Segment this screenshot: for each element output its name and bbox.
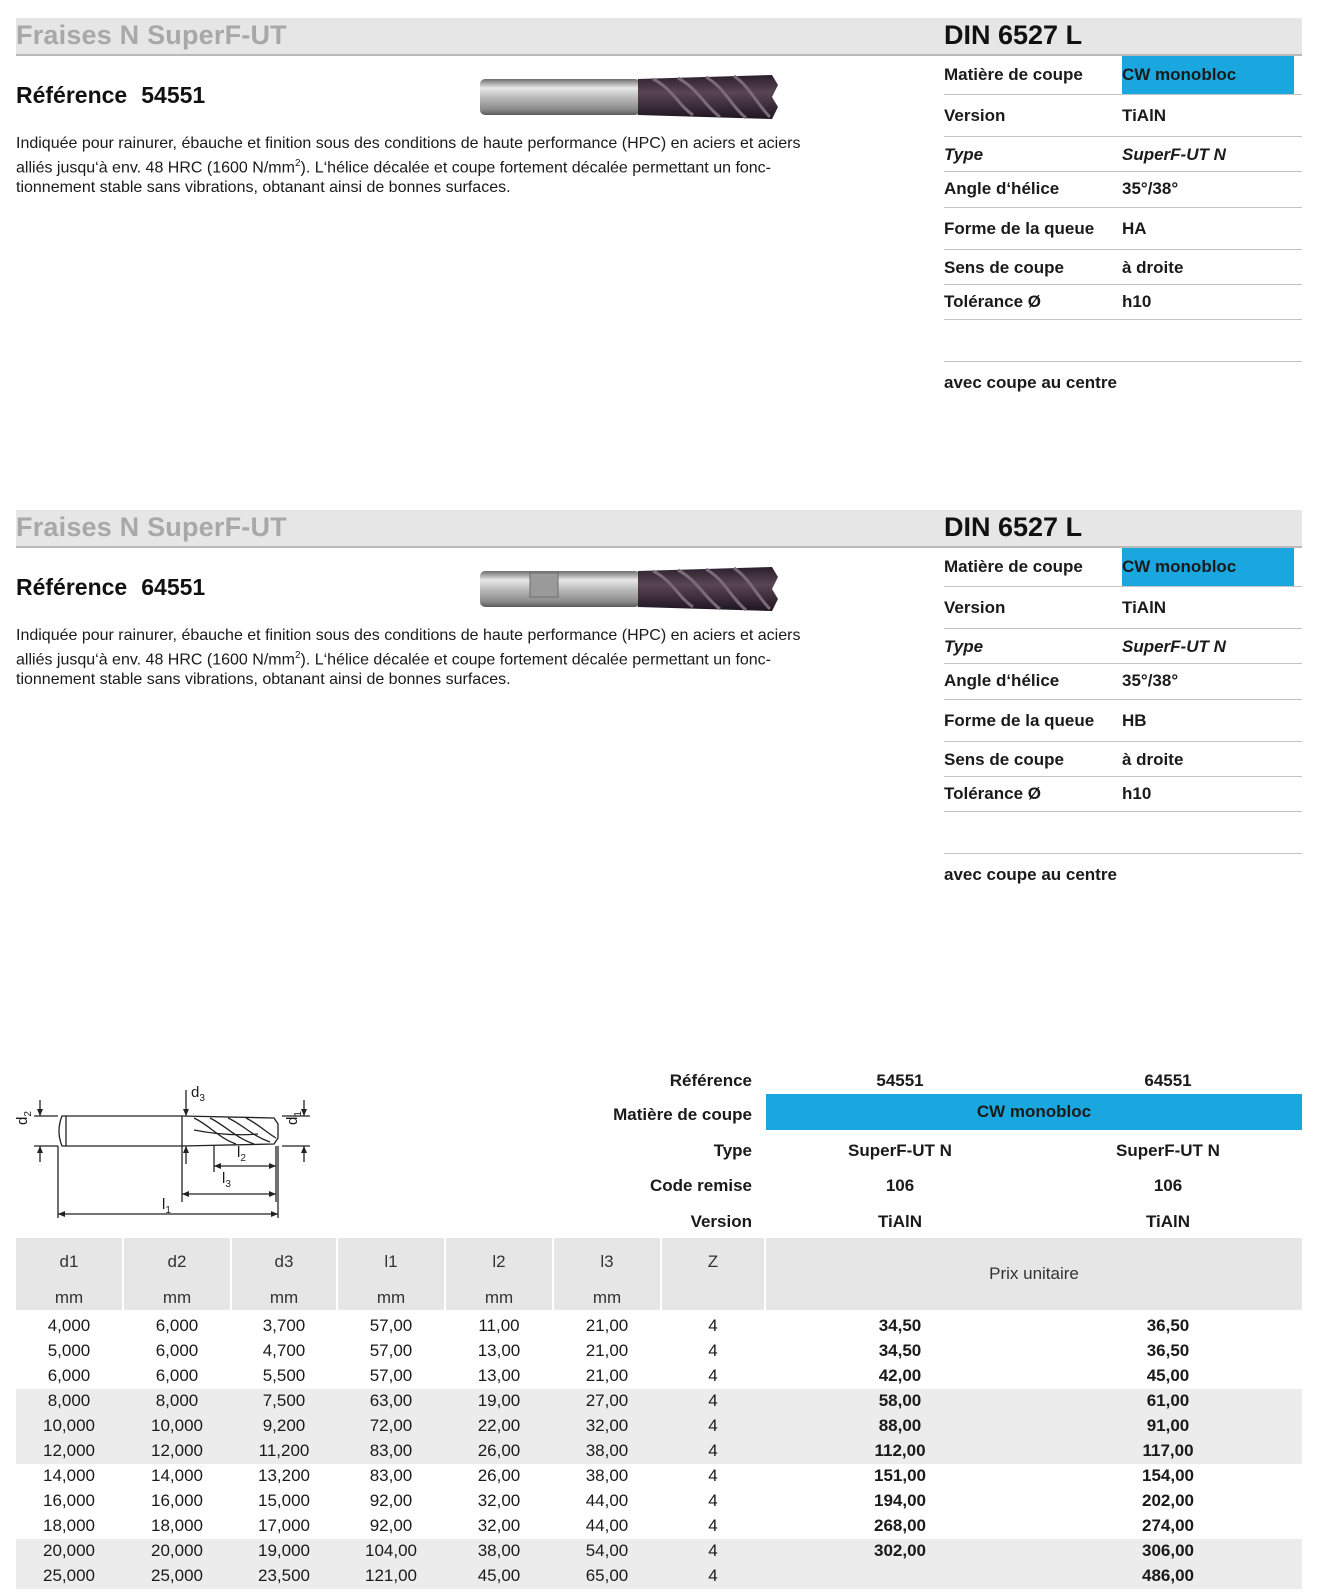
product-description	[16, 134, 896, 198]
cell-d2: 6,000	[155, 1341, 199, 1360]
label-d3	[191, 1084, 205, 1104]
cell-l1: 92,00	[369, 1491, 413, 1510]
table-row	[16, 1389, 1302, 1414]
spec-row-version	[944, 94, 1302, 137]
spec-row-helix	[944, 171, 1302, 208]
col-header-d1	[16, 1238, 122, 1310]
cell-d3: 13,200	[258, 1466, 310, 1485]
spec-row-type	[944, 628, 1302, 664]
spec-label: Version	[944, 106, 1006, 125]
cell-l2: 13,00	[477, 1366, 521, 1385]
center-cut-note: avec coupe au centre	[944, 373, 1117, 392]
description-line	[16, 154, 896, 178]
cell-z: 4	[708, 1541, 718, 1560]
spec-value: 35°/38°	[1122, 179, 1179, 198]
spec-row-shank	[944, 699, 1302, 742]
price-54551: 34,50	[878, 1316, 922, 1335]
cell-d1: 16,000	[43, 1491, 95, 1510]
cell-l3: 21,00	[585, 1316, 629, 1335]
product-block-54551	[0, 18, 1323, 438]
cell-l3: 54,00	[585, 1541, 629, 1560]
reference-heading	[16, 574, 205, 601]
product-header	[16, 18, 1302, 56]
cell-d2: 6,000	[155, 1316, 199, 1335]
header-name: Prix unitaire	[989, 1264, 1079, 1283]
product-title: Fraises N SuperF-UT	[16, 512, 287, 542]
dim-sub: 1	[165, 1205, 171, 1216]
cell-d3: 19,000	[258, 1541, 310, 1560]
cell-l2: 45,00	[477, 1566, 521, 1585]
cell-l1: 57,00	[369, 1316, 413, 1335]
dim-sub: 3	[225, 1179, 231, 1190]
spec-row-version	[944, 586, 1302, 629]
price-54551: 112,00	[874, 1441, 926, 1460]
label-l3	[222, 1170, 231, 1190]
table-row	[16, 1514, 1302, 1539]
cell-d3: 4,700	[262, 1341, 306, 1360]
cell-l1: 57,00	[369, 1366, 413, 1385]
summary-matiere-value: CW monobloc	[976, 1102, 1092, 1121]
cell-d1: 14,000	[43, 1466, 95, 1485]
spec-value: TiAlN	[1122, 106, 1167, 125]
description-text: alliés jusqu‘à env. 48 HRC (1600 N/mm	[16, 651, 295, 669]
spec-value: SuperF-UT N	[1122, 145, 1226, 164]
reference-label: Référence	[16, 82, 128, 108]
price-54551: 302,00	[874, 1541, 926, 1560]
cell-l2: 19,00	[477, 1391, 521, 1410]
spec-row-empty	[944, 319, 1302, 362]
cell-d1: 8,000	[47, 1391, 91, 1410]
spec-row-tolerance	[944, 776, 1302, 812]
cell-l1: 121,00	[365, 1566, 417, 1585]
spec-value: h10	[1122, 292, 1152, 311]
summary-version-54551: TiAlN	[877, 1212, 923, 1231]
product-description	[16, 626, 896, 690]
spec-value: SuperF-UT N	[1122, 637, 1226, 656]
superscript: 2	[294, 650, 301, 661]
price-54551: 34,50	[878, 1341, 922, 1360]
spec-value: à droite	[1122, 258, 1184, 277]
cell-d1: 10,000	[43, 1416, 95, 1435]
spec-row-tolerance	[944, 284, 1302, 320]
price-54551: 58,00	[878, 1391, 922, 1410]
table-row	[16, 1539, 1302, 1564]
cell-l1: 83,00	[369, 1441, 413, 1460]
table-row	[16, 1464, 1302, 1489]
price-54551: 151,00	[874, 1466, 926, 1485]
summary-label-version: Version	[690, 1212, 752, 1231]
header-unit: mm	[54, 1288, 84, 1307]
description-line: tionnement stable sans vibrations, obtanant ainsi de bonnes surfaces.	[16, 671, 511, 689]
cell-l3: 21,00	[585, 1341, 629, 1360]
col-header-l1	[338, 1238, 444, 1310]
summary-label-matiere: Matière de coupe	[613, 1105, 752, 1124]
cell-l2: 32,00	[477, 1491, 521, 1510]
label-l1	[162, 1196, 171, 1216]
summary-label-type: Type	[713, 1141, 752, 1160]
cell-l2: 26,00	[477, 1441, 521, 1460]
price-54551: 42,00	[878, 1366, 922, 1385]
spec-value: TiAlN	[1122, 598, 1167, 617]
cell-d1: 4,000	[47, 1316, 91, 1335]
col-header-z	[662, 1238, 764, 1310]
table-row	[16, 1489, 1302, 1514]
cell-z: 4	[708, 1466, 718, 1485]
cell-d3: 15,000	[258, 1491, 310, 1510]
spec-value: à droite	[1122, 750, 1184, 769]
header-name: d1	[59, 1252, 79, 1271]
cell-d3: 9,200	[262, 1416, 306, 1435]
description-text: ). L‘hélice décalée et coupe fortement décalée permettant un fonc-	[300, 159, 772, 177]
cell-l3: 38,00	[585, 1466, 629, 1485]
price-64551: 274,00	[1142, 1516, 1194, 1535]
cell-l1: 63,00	[369, 1391, 413, 1410]
reference-heading	[16, 82, 205, 109]
header-name: l1	[384, 1252, 398, 1271]
spec-label: Matière de coupe	[944, 557, 1083, 576]
header-unit: mm	[162, 1288, 192, 1307]
summary-matiere-bar	[766, 1094, 1302, 1130]
cell-z: 4	[708, 1416, 718, 1435]
cell-d3: 17,000	[258, 1516, 310, 1535]
header-unit: mm	[592, 1288, 622, 1307]
spec-label: Tolérance Ø	[944, 784, 1041, 803]
reference-number: 54551	[141, 82, 206, 108]
header-name: d3	[274, 1252, 294, 1271]
din-standard: DIN 6527 L	[944, 512, 1083, 542]
col-header-d3	[232, 1238, 336, 1310]
cell-l1: 72,00	[369, 1416, 413, 1435]
spec-row-matiere	[944, 548, 1302, 587]
cell-d1: 6,000	[47, 1366, 91, 1385]
cell-d1: 25,000	[43, 1566, 95, 1585]
cell-d2: 16,000	[151, 1491, 203, 1510]
price-64551: 91,00	[1146, 1416, 1190, 1435]
spec-label: Tolérance Ø	[944, 292, 1041, 311]
cell-d2: 14,000	[151, 1466, 203, 1485]
cell-l3: 38,00	[585, 1441, 629, 1460]
superscript: 2	[294, 158, 301, 169]
spec-label: Angle d‘hélice	[944, 179, 1060, 198]
price-64551: 486,00	[1142, 1566, 1194, 1585]
price-64551: 202,00	[1142, 1491, 1194, 1510]
price-64551: 36,50	[1146, 1341, 1190, 1360]
price-54551: 88,00	[878, 1416, 922, 1435]
cell-l1: 104,00	[365, 1541, 417, 1560]
cell-d2: 12,000	[151, 1441, 203, 1460]
cell-d3: 11,200	[258, 1441, 310, 1460]
cell-z: 4	[708, 1566, 718, 1585]
dim-sub: 3	[199, 1093, 205, 1104]
spec-row-shank	[944, 207, 1302, 250]
product-block-64551	[0, 510, 1323, 930]
spec-value: CW monobloc	[1122, 56, 1294, 94]
col-header-l3	[554, 1238, 660, 1310]
cell-l3: 44,00	[585, 1516, 629, 1535]
summary-ref-54551: 54551	[876, 1071, 924, 1090]
spec-row-helix	[944, 663, 1302, 700]
cell-d2: 8,000	[155, 1391, 199, 1410]
cell-l3: 21,00	[585, 1366, 629, 1385]
cell-l2: 22,00	[477, 1416, 521, 1435]
summary-type-54551: SuperF-UT N	[848, 1141, 952, 1160]
cell-d2: 25,000	[151, 1566, 203, 1585]
description-text: ). L‘hélice décalée et coupe fortement décalée permettant un fonc-	[300, 651, 772, 669]
header-unit: mm	[376, 1288, 406, 1307]
spec-label: Forme de la queue	[944, 711, 1095, 730]
dimension-diagram	[14, 1080, 344, 1230]
cell-z: 4	[708, 1341, 718, 1360]
spec-value: HB	[1122, 711, 1147, 730]
description-line: Indiquée pour rainurer, ébauche et finition sous des conditions de haute performance (HPC) en aciers et aciers	[16, 135, 801, 152]
cell-l3: 27,00	[585, 1391, 629, 1410]
col-header-d2	[124, 1238, 230, 1310]
description-text: alliés jusqu‘à env. 48 HRC (1600 N/mm	[16, 159, 295, 177]
cell-l2: 11,00	[478, 1316, 520, 1335]
description-line: tionnement stable sans vibrations, obtanant ainsi de bonnes surfaces.	[16, 179, 511, 197]
cell-d2: 18,000	[151, 1516, 203, 1535]
col-header-price	[766, 1238, 1302, 1310]
end-mill-image-ha	[478, 73, 782, 121]
cell-z: 4	[708, 1491, 718, 1510]
cell-z: 4	[708, 1366, 718, 1385]
dim-letter: d	[283, 1116, 301, 1125]
summary-code-54551: 106	[885, 1176, 915, 1195]
spec-value: HA	[1122, 219, 1147, 238]
price-64551: 117,00	[1142, 1441, 1194, 1460]
product-title: Fraises N SuperF-UT	[16, 20, 287, 50]
col-header-l2	[446, 1238, 552, 1310]
summary-label-code: Code remise	[649, 1176, 752, 1195]
spec-value: 35°/38°	[1122, 671, 1179, 690]
cell-l3: 65,00	[585, 1566, 629, 1585]
label-d1	[284, 1111, 304, 1125]
cell-z: 4	[708, 1316, 718, 1335]
price-54551: 268,00	[874, 1516, 926, 1535]
table-row	[16, 1314, 1302, 1339]
dim-sub: 2	[240, 1153, 246, 1164]
spec-label: Type	[944, 637, 984, 656]
cell-l1: 57,00	[369, 1341, 413, 1360]
product-header	[16, 510, 1302, 548]
table-row	[16, 1564, 1302, 1589]
summary-code-64551: 106	[1153, 1176, 1183, 1195]
table-row	[16, 1439, 1302, 1464]
spec-value: CW monobloc	[1122, 548, 1294, 586]
cell-l1: 83,00	[369, 1466, 413, 1485]
cell-d3: 23,500	[258, 1566, 310, 1585]
price-64551: 45,00	[1146, 1366, 1190, 1385]
cell-l1: 92,00	[369, 1516, 413, 1535]
cell-d2: 10,000	[151, 1416, 203, 1435]
header-unit: mm	[269, 1288, 299, 1307]
spec-label: Sens de coupe	[944, 258, 1064, 277]
center-cut-note: avec coupe au centre	[944, 865, 1117, 884]
cell-d2: 20,000	[151, 1541, 203, 1560]
dim-letter: l	[162, 1196, 166, 1213]
spec-row-direction	[944, 249, 1302, 285]
description-line: Indiquée pour rainurer, ébauche et finition sous des conditions de haute performance (HPC) en aciers et aciers	[16, 627, 801, 644]
price-54551: 194,00	[874, 1491, 926, 1510]
table-row	[16, 1364, 1302, 1389]
dim-sub: 2	[22, 1111, 34, 1117]
summary-version-64551: TiAlN	[1145, 1212, 1191, 1231]
cell-l2: 13,00	[477, 1341, 521, 1360]
label-l2	[237, 1144, 246, 1164]
spec-row-type	[944, 136, 1302, 172]
summary-type-64551: SuperF-UT N	[1116, 1141, 1220, 1160]
spec-label: Sens de coupe	[944, 750, 1064, 769]
spec-label: Angle d‘hélice	[944, 671, 1060, 690]
price-64551: 154,00	[1142, 1466, 1194, 1485]
header-name: l3	[600, 1252, 614, 1271]
cell-d1: 18,000	[43, 1516, 95, 1535]
header-name: d2	[167, 1252, 187, 1271]
cell-l2: 38,00	[477, 1541, 521, 1560]
price-64551: 61,00	[1146, 1391, 1190, 1410]
header-name: l2	[492, 1252, 506, 1271]
cell-z: 4	[708, 1441, 718, 1460]
cell-d1: 5,000	[47, 1341, 91, 1360]
spec-label: Version	[944, 598, 1006, 617]
spec-row-direction	[944, 741, 1302, 777]
cell-d3: 7,500	[262, 1391, 306, 1410]
spec-value: h10	[1122, 784, 1152, 803]
cell-l3: 32,00	[585, 1416, 629, 1435]
summary-ref-64551: 64551	[1144, 1071, 1192, 1090]
description-line	[16, 646, 896, 670]
table-row	[16, 1339, 1302, 1364]
din-standard: DIN 6527 L	[944, 20, 1083, 50]
price-64551: 306,00	[1142, 1541, 1194, 1560]
dim-letter: l	[237, 1144, 241, 1161]
cell-l3: 44,00	[585, 1491, 629, 1510]
reference-number: 64551	[141, 574, 206, 600]
summary-label-reference: Référence	[669, 1071, 752, 1090]
cell-z: 4	[708, 1391, 718, 1410]
table-row	[16, 1414, 1302, 1439]
reference-label: Référence	[16, 574, 128, 600]
dim-letter: l	[222, 1170, 226, 1187]
dim-sub: 1	[292, 1111, 304, 1117]
end-mill-image-hb	[478, 565, 782, 613]
header-name: Z	[707, 1252, 719, 1271]
cell-d3: 3,700	[262, 1316, 306, 1335]
dim-letter: d	[13, 1116, 31, 1125]
label-d2	[14, 1111, 34, 1125]
spec-row-empty	[944, 811, 1302, 854]
header-unit: mm	[484, 1288, 514, 1307]
cell-l2: 32,00	[477, 1516, 521, 1535]
spec-label: Matière de coupe	[944, 65, 1083, 84]
cell-d1: 12,000	[43, 1441, 95, 1460]
cell-l2: 26,00	[477, 1466, 521, 1485]
cell-z: 4	[708, 1516, 718, 1535]
price-64551: 36,50	[1146, 1316, 1190, 1335]
spec-label: Type	[944, 145, 984, 164]
spec-row-matiere	[944, 56, 1302, 95]
dim-letter: d	[191, 1084, 200, 1101]
cell-d3: 5,500	[262, 1366, 306, 1385]
cell-d2: 6,000	[155, 1366, 199, 1385]
cell-d1: 20,000	[43, 1541, 95, 1560]
spec-label: Forme de la queue	[944, 219, 1095, 238]
